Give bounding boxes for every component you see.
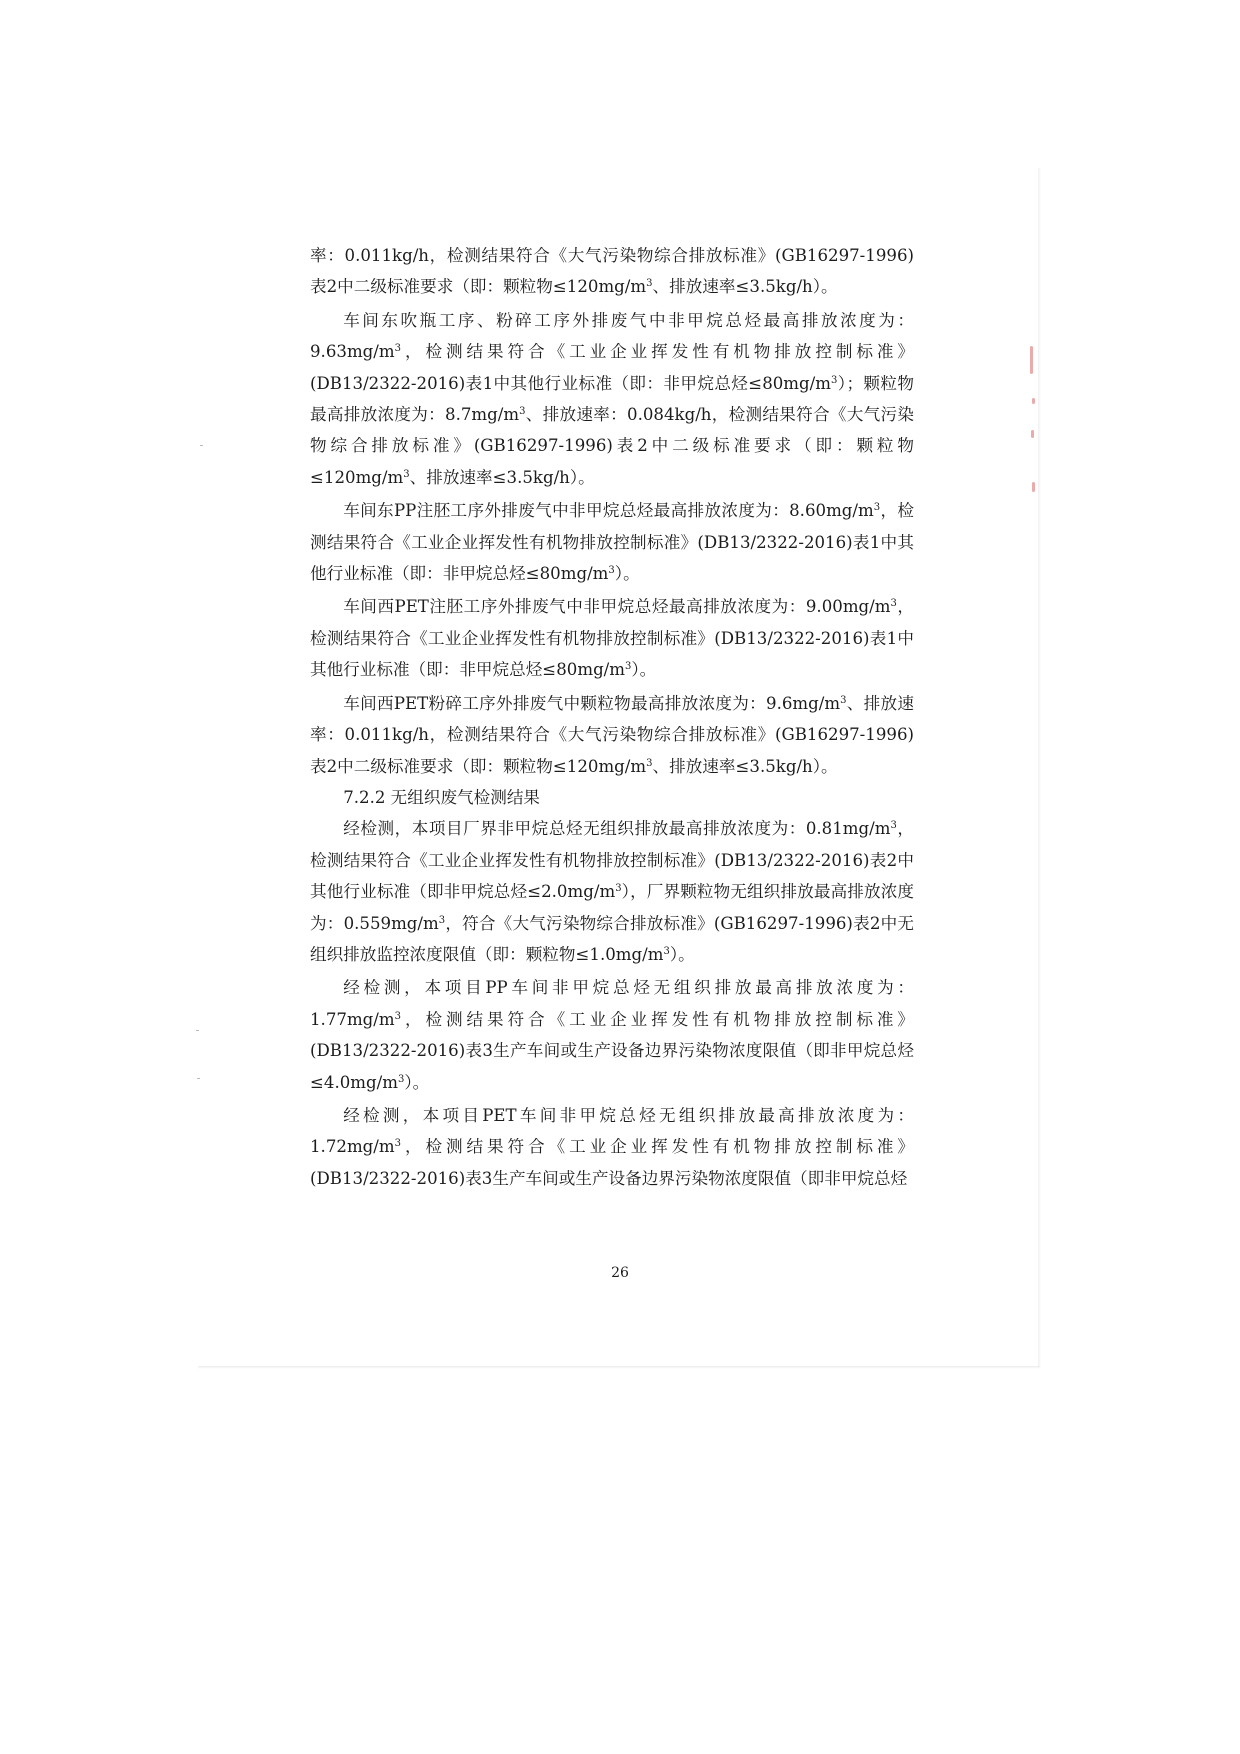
paragraph-fugitive-boundary: 经检测，本项目厂界非甲烷总烃无组织排放最高排放浓度为：$0.81mg/m^3$，检测结果符合《工业企业挥发性有机物排放控制标准》(DB13/2322-2016)表2中其他行业标准（即非甲烷总烃$\le 2.0mg/m^3$），厂界颗粒物无组织排放最高排放浓度为：$0.559mg/m^3$，符合《大气污染物综合排放标准》(GB16297-1996)表2中无组织排放监控浓度限值（即：颗粒物$\le 1.0mg/m^3$）。 <box>310 819 915 964</box>
scan-edge-shadow <box>1038 168 1041 1368</box>
paragraph-west-pet-injection: 车间西PET注胚工序外排废气中非甲烷总烃最高排放浓度为：$9.00mg/m^3$，检测结果符合《工业企业挥发性有机物排放控制标准》(DB13/2322-2016)表1中其他行业标准（即：非甲烷总烃$\le 80mg/m^3$）。 <box>310 597 915 680</box>
paragraph-east-blow-molding: 车间东吹瓶工序、粉碎工序外排废气中非甲烷总烃最高排放浓度为：$9.63mg/m^3$，检测结果符合《工业企业挥发性有机物排放控制标准》(DB13/2322-2016)表1中其他行业标准（即：非甲烷总烃$\le 80mg/m^3$）；颗粒物最高排放浓度为：$8.7mg/m^3$、排放速率：0.084kg/h，检测结果符合《大气污染物综合排放标准》(GB16297-1996)表2中二级标准要求（即：颗粒物$\le 120mg/m^3$、排放速率≤3.5kg/h）。 <box>310 310 914 487</box>
paragraph-west-pet-crushing: 车间西PET粉碎工序外排废气中颗粒物最高排放浓度为：$9.6mg/m^3$、排放速率：0.011kg/h，检测结果符合《大气污染物综合排放标准》(GB16297-1996)表2中二级标准要求（即：颗粒物$\le 120mg/m^3$、排放速率≤3.5kg/h）。 <box>310 693 914 776</box>
paragraph-fugitive-pp-workshop: 经检测，本项目PP车间非甲烷总烃无组织排放最高排放浓度为：$1.77mg/m^3$，检测结果符合《工业企业挥发性有机物排放控制标准》(DB13/2322-2016)表3生产车间或生产设备边界污染物浓度限值（即非甲烷总烃$\le 4.0mg/m^3$）。 <box>310 978 914 1092</box>
paragraph-east-pp-injection: 车间东PP注胚工序外排废气中非甲烷总烃最高排放浓度为：$8.60mg/m^3$，检测结果符合《工业企业挥发性有机物排放控制标准》(DB13/2322-2016)表1中其他行业标准（即：非甲烷总烃$\le 80mg/m^3$）。 <box>310 501 915 584</box>
paragraph-fugitive-pet-workshop: 经检测，本项目PET车间非甲烷总烃无组织排放最高排放浓度为：$1.72mg/m^3$，检测结果符合《工业企业挥发性有机物排放控制标准》(DB13/2322-2016)表3生产车间或生产设备边界污染物浓度限值（即非甲烷总烃 <box>310 1105 914 1188</box>
scan-dust-mark <box>200 445 203 446</box>
seal-fragment-mark <box>1032 482 1035 492</box>
scan-edge-shadow <box>198 1366 1040 1369</box>
page-number: 26 <box>611 1265 629 1281</box>
paragraph-continuation: 率：0.011kg/h，检测结果符合《大气污染物综合排放标准》(GB16297-1996)表2中二级标准要求（即：颗粒物$\le 120mg/m^3$、排放速率≤3.5kg/h）。 <box>310 246 914 297</box>
scan-dust-mark <box>196 1030 199 1031</box>
section-heading: 7.2.2 无组织废气检测结果 <box>343 787 541 807</box>
seal-fragment-mark <box>1030 346 1033 374</box>
seal-fragment-mark <box>1032 398 1035 404</box>
seal-fragment-mark <box>1031 430 1034 438</box>
scan-dust-mark <box>197 1078 200 1079</box>
document-body <box>310 240 914 1194</box>
